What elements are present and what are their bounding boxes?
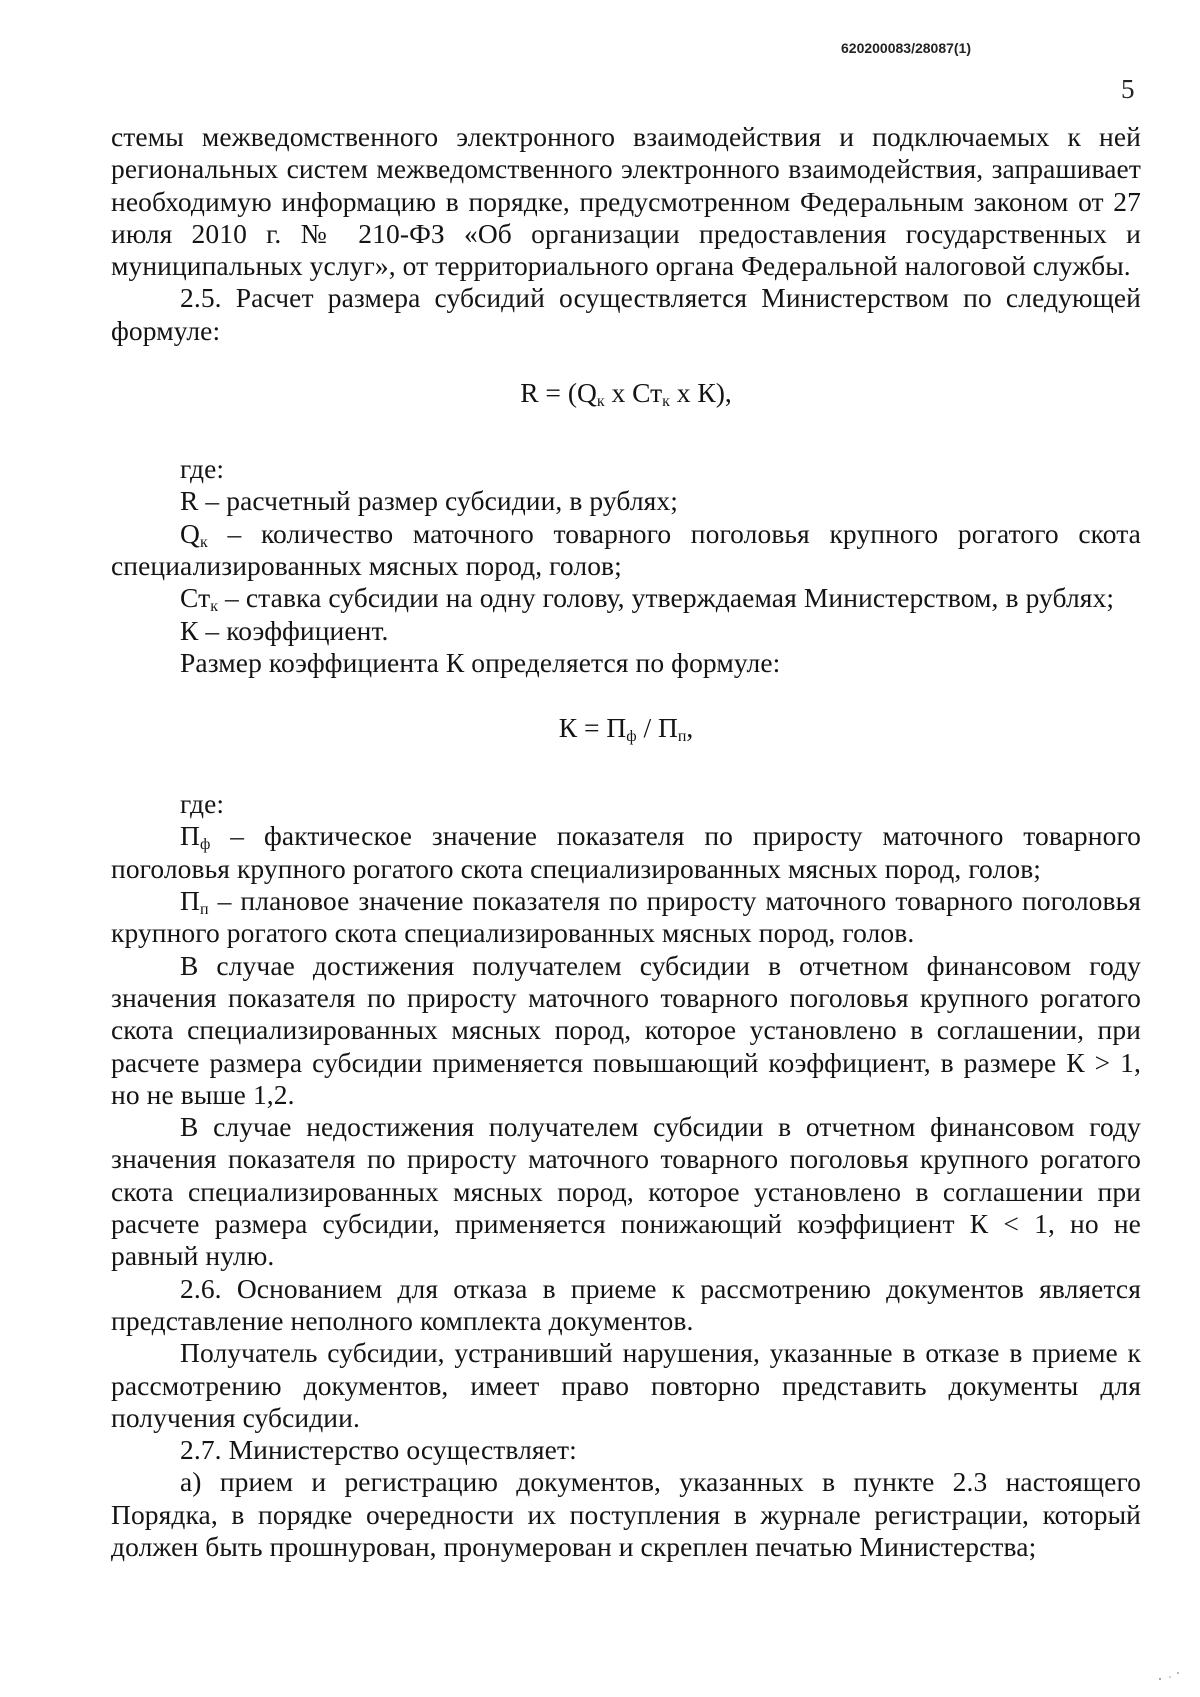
formula-subscript: ф bbox=[626, 728, 637, 746]
definition-r: R – расчетный размер субсидии, в рублях; bbox=[180, 485, 678, 517]
definition-pp bbox=[111, 885, 1141, 950]
formula-subscript: к bbox=[596, 393, 605, 411]
definition-st bbox=[111, 582, 1141, 614]
paragraph-2-6: 2.6. Основанием для отказа в приеме к рассмотрению документов является представление неполного комплекта документов. bbox=[111, 1272, 1141, 1336]
definition-text: – фактическое значение показателя по приросту маточного товарного поголовья крупного рогатого скота специализированных мясных пород, голов; bbox=[111, 820, 1141, 884]
formula-part: К = П bbox=[558, 712, 627, 744]
formula-subscript: к bbox=[662, 393, 670, 411]
symbol-subscript: п bbox=[199, 901, 209, 919]
definition-k: К – коэффициент. bbox=[180, 614, 389, 646]
paragraph-2-7-a: а) прием и регистрацию документов, указанных в пункте 2.3 настоящего Порядка, в порядке очередности их поступления в журнале регистрации, который должен быть прошнурован, пронумерован и скреплен печатью Министерства; bbox=[111, 1466, 1141, 1562]
definition-text: – ставка субсидии на одну голову, утверждаемая Министерством, в рублях; bbox=[218, 582, 1115, 614]
paragraph-2-5: 2.5. Расчет размера субсидий осуществляется Министерством по следующей формуле: bbox=[111, 282, 1141, 346]
scan-artifact bbox=[1156, 1669, 1182, 1683]
definition-text: – количество маточного товарного поголовья крупного рогатого скота специализированных мясных пород, голов; bbox=[111, 517, 1141, 581]
symbol: Ст bbox=[180, 582, 211, 614]
document-body bbox=[111, 121, 1141, 1563]
symbol: Q bbox=[180, 517, 200, 549]
formula-subscript: п bbox=[677, 728, 687, 746]
definition-text: – плановое значение показателя по приросту маточного товарного поголовья крупного рогатого скота специализированных мясных пород, голов. bbox=[111, 885, 1141, 949]
paragraph-increasing-coefficient: В случае достижения получателем субсидии в отчетном финансовом году значения показателя по приросту маточного товарного поголовья крупного рогатого скота специализированных мясных пород, которое установлено в соглашении, при расчете размера субсидии применяется повышающий коэффициент, в размере К > 1, но не выше 1,2. bbox=[111, 949, 1141, 1110]
formula-part: х Ст bbox=[604, 377, 663, 409]
formula-coefficient bbox=[111, 712, 1141, 744]
formula-part: / П bbox=[636, 712, 678, 744]
symbol-subscript: к bbox=[210, 598, 219, 616]
definition-q bbox=[111, 518, 1141, 583]
paragraph-decreasing-coefficient: В случае недостижения получателем субсидии в отчетном финансовом году значения показателя по приросту маточного товарного поголовья крупного рогатого скота специализированных мясных пород, которое установлено в соглашении при расчете размера субсидии, применяется понижающий коэффициент К < 1, но не равный нулю. bbox=[111, 1111, 1141, 1272]
paragraph-resubmission: Получатель субсидии, устранивший нарушения, указанные в отказе в приеме к рассмотрению документов, имеет право повторно представить документы для получения субсидии. bbox=[111, 1337, 1141, 1433]
where-label: где: bbox=[180, 453, 225, 485]
coefficient-intro: Размер коэффициента К определяется по формуле: bbox=[180, 646, 781, 678]
formula-part: х К), bbox=[669, 377, 732, 409]
paragraph-2-7: 2.7. Министерство осуществляет: bbox=[180, 1434, 577, 1466]
formula-part: , bbox=[686, 712, 694, 744]
formula-subsidy-amount bbox=[111, 377, 1141, 409]
document-number: 620200083/28087(1) bbox=[841, 40, 972, 56]
formula-part: R = (Q bbox=[520, 377, 597, 409]
paragraph-continuation: стемы межведомственного электронного взаимодействия и подключаемых к ней региональных систем межведомственного электронного взаимодействия, запрашивает необходимую информацию в порядке, предусмотренном Федеральным законом от 27 июля 2010 г. № 210-ФЗ «Об организации предоставления государственных и муниципальных услуг», от территориального органа Федеральной налоговой службы. bbox=[111, 121, 1141, 282]
symbol: П bbox=[180, 820, 200, 852]
symbol-subscript: ф bbox=[199, 836, 211, 854]
page-number: 5 bbox=[1121, 74, 1135, 104]
definition-pf bbox=[111, 820, 1141, 885]
where-label: где: bbox=[180, 788, 225, 820]
symbol: П bbox=[180, 885, 200, 917]
symbol-subscript: к bbox=[199, 533, 208, 551]
